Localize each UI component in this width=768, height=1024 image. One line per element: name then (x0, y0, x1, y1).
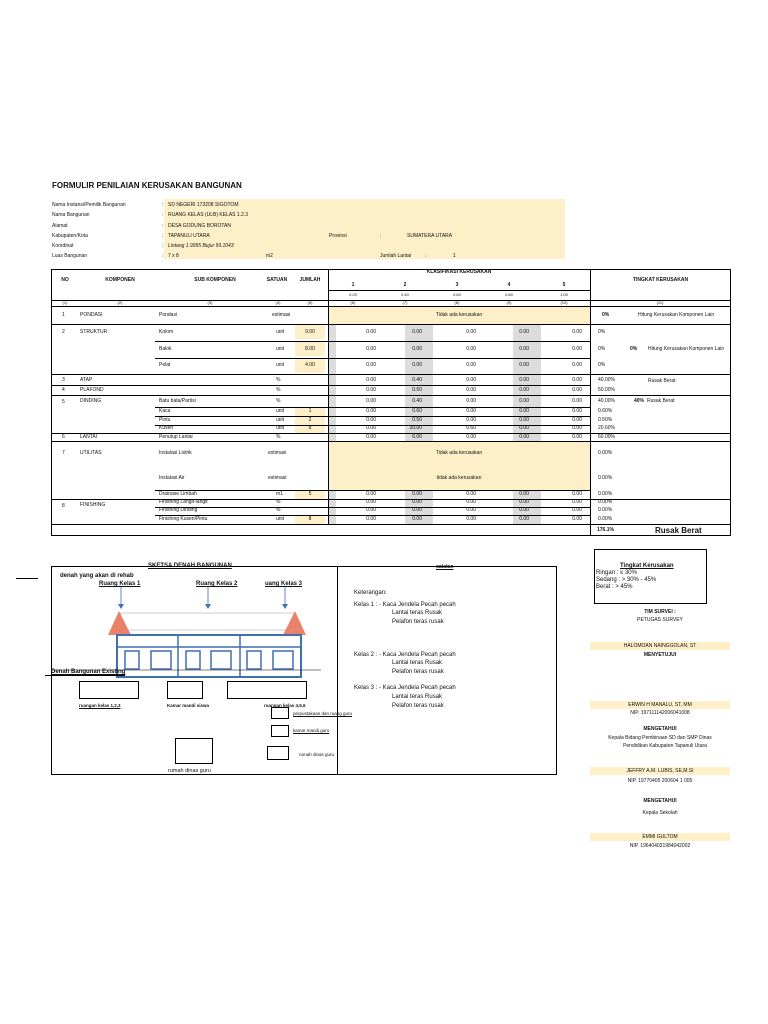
tingkat-sedang: Sedang : > 30% - 45% (596, 577, 657, 583)
row-satuan: % (276, 398, 281, 404)
col-num: (5) (307, 300, 313, 305)
row-no: 2 (62, 329, 65, 335)
sig-nip: NIP. 196404031984042002 (629, 843, 691, 849)
plan-r456-label: ruangan kelas 4,5,6 (264, 703, 306, 708)
sig-jabatan: Kepala Bidang Pembinaan SD dan SMP Dinas (608, 735, 712, 741)
row-no: 3 (62, 377, 65, 383)
row-jumlah: 4.00 (305, 362, 315, 368)
hdr-level: 2 (403, 282, 407, 288)
hdr-sub: SUB KOMPONEN (194, 277, 236, 283)
row-value: 0.00 (466, 499, 476, 505)
row-satuan: unit (276, 346, 285, 352)
catatan-line: Kelas 2 : - Kaca Jendela Pecah pecah (354, 652, 456, 658)
row-pct: 0.00% (598, 475, 613, 481)
col-num: (6) (350, 300, 356, 305)
row-satuan: estimasi (268, 450, 287, 456)
col-num: (7) (402, 300, 408, 305)
info-colon: : (380, 233, 382, 239)
info-colon: : (162, 253, 164, 259)
row-jumlah: 5 (308, 491, 312, 497)
row-value: 0.00 (412, 491, 422, 497)
info-label: Koordinat (52, 243, 74, 249)
row-value: 0.00 (366, 362, 376, 368)
row-satuan: estimasi (272, 312, 291, 318)
building-sketch (51, 585, 341, 680)
row-value: 0.00 (366, 346, 376, 352)
sig-petugas: PETUGAS SURVEY (637, 617, 683, 623)
row-value: 0.00 (366, 516, 376, 522)
row-value: 0.00 (412, 362, 422, 368)
info-label: Alamat (52, 223, 68, 229)
info-m2-gap (300, 249, 330, 259)
m2-unit: m2 (266, 253, 273, 259)
row-komponen: FINISHING (80, 502, 106, 508)
sig-nip: NIP. 197111142006041008 (630, 710, 690, 716)
sketch-existing: Denah Bangunan Existing (51, 669, 126, 675)
info-value: Lintang 1.9955 Bujur 99.1043 (168, 243, 234, 249)
row-jumlah: 1 (308, 408, 312, 414)
row-value: 0.00 (366, 377, 376, 383)
row-value: 0.00 (412, 329, 422, 335)
catatan-line: Pelafon teras rusak (392, 703, 444, 709)
row-value: 0.00 (412, 507, 422, 513)
grey-col (328, 325, 336, 441)
hdr-weight: 0.20 (349, 292, 357, 297)
row-value: 0.00 (572, 425, 582, 431)
catatan-line: Kelas 3 : - Kaca Jendela Pecah pecah (354, 685, 456, 691)
hdr-level: 4 (507, 282, 511, 288)
sketch-k1: Ruang Kelas 1 (99, 581, 141, 587)
catatan-line: Lantai teras Rusak (392, 610, 443, 616)
hdr-komponen: KOMPONEN (105, 277, 135, 283)
row-value: 0.00 (519, 507, 529, 513)
existing-underline (45, 675, 125, 676)
sig-menyetujui: MENYETUJUI (643, 652, 677, 658)
row-satuan: % (276, 499, 281, 505)
sig-jabatan: Pendidikan Kabupaten Tapanuli Utara (623, 743, 707, 749)
row-value: 0.00 (519, 398, 529, 404)
row-value: 0.00 (519, 377, 529, 383)
row-status: Rusak Berat (648, 378, 676, 384)
catatan-line: Pelafon teras rusak (392, 619, 444, 625)
catatan-line: Lantai teras Rusak (392, 694, 443, 700)
catatan-line: Pelafon teras rusak (392, 669, 444, 675)
tingkat-ringan: Ringan : ≤ 30% (596, 570, 637, 576)
row-value: 0.00 (366, 398, 376, 404)
row-komponen: UTILITAS (80, 450, 102, 456)
sig-name: EMMI GULTOM (642, 834, 678, 840)
info-colon: : (425, 253, 427, 259)
hdr-weight: 1.00 (560, 292, 568, 297)
row-value: 0.00 (519, 434, 529, 440)
row-value: 0.00 (519, 362, 529, 368)
plan-perpus (271, 707, 289, 719)
row-jumlah: 9.00 (305, 329, 315, 335)
row-value: 0.00 (366, 507, 376, 513)
row-value: 0.00 (572, 398, 582, 404)
catatan-line: Kelas 1 : - Kaca Jendela Pecah pecah (354, 602, 456, 608)
info-colon: : (162, 212, 164, 218)
info-label: Nama Bangunan (52, 212, 90, 218)
catatan-line: Lantai teras Rusak (392, 660, 443, 666)
col-num: (8) (454, 300, 460, 305)
row-sub: Balok (159, 346, 172, 352)
row-sub: Finishing Langit-langit (159, 499, 208, 505)
row-value: 0.40 (412, 398, 422, 404)
plan-kamar-guru (271, 725, 289, 737)
row-status: Rusak Berat (647, 398, 675, 404)
row-value: 0.00 (466, 408, 476, 414)
sig-mengetahui: MENGETAHUI (643, 726, 677, 732)
row-line (155, 358, 591, 359)
sig-jabatan: Kepala Sekolah (642, 810, 678, 816)
lantai-highlight (445, 250, 483, 259)
plan-rumah1-label: rumah dinas guru (299, 752, 335, 757)
col-num: (11) (656, 300, 664, 305)
provinsi-label: Provinsi (329, 233, 347, 239)
row-komponen: STRUKTUR (80, 329, 108, 335)
row-pct: 0.00% (598, 450, 613, 456)
row-value: 20.00 (409, 425, 422, 431)
row-value: 0.00 (466, 507, 476, 513)
hdr-line (51, 306, 731, 307)
row-sub: Pondasi (159, 312, 178, 318)
row-value: 6.00 (412, 434, 422, 440)
row-value: 0.00 (572, 408, 582, 414)
row-value: 0.00 (466, 398, 476, 404)
row-value: 0.00 (519, 425, 529, 431)
sketch-mark (16, 578, 38, 579)
total-pct: 176.1% (597, 527, 614, 533)
row-komponen: PLAFOND (80, 387, 104, 393)
row-pct: 0.00% (598, 516, 613, 522)
info-label: Luas Bangunan (52, 253, 88, 259)
plan-r456 (227, 681, 307, 699)
row-value: 0.00 (519, 346, 529, 352)
sketch-title: SKETSA DENAH BANGUNAN (148, 563, 232, 569)
row-pct: 0.60% (598, 408, 613, 414)
row-pct: 0.50% (598, 417, 613, 423)
roof-shape (113, 613, 301, 630)
col-num: (9) (506, 300, 512, 305)
row-sub: Kolom (159, 329, 174, 335)
row-jumlah: 8 (308, 516, 312, 522)
row-sub: Instalasi Air (159, 475, 185, 481)
row-hitung: Hitung Kerusakan Komponen Lain (638, 312, 715, 318)
row-value: 0.00 (366, 408, 376, 414)
row-jumlah: 2 (308, 417, 312, 423)
sig-name: HALOMOAN NAINGGOLAN, ST (623, 643, 697, 649)
row-value: 0.50 (412, 417, 422, 423)
row-value: 0.00 (466, 434, 476, 440)
row-value: 0.00 (466, 516, 476, 522)
sig-name: ERWIN H MANALU, ST, MM (628, 702, 692, 708)
row-value: 0.00 (366, 434, 376, 440)
row-sub: Finishing Kusen/Pintu (159, 516, 208, 522)
row-komponen: ATAP (80, 377, 93, 383)
hdr-satuan: SATUAN (266, 277, 288, 283)
row-no: 4 (62, 387, 65, 393)
row-komponen: PONDASI (80, 312, 103, 318)
row-value: 0.00 (366, 387, 376, 393)
row-value: 0.00 (572, 491, 582, 497)
row-sub: Pelat (159, 362, 171, 368)
row-value: 0.00 (572, 516, 582, 522)
row-satuan: unit (276, 516, 285, 522)
row-pct: 0.00% (598, 491, 613, 497)
row-value: 0.00 (572, 499, 582, 505)
row-value: 0.50 (412, 387, 422, 393)
plan-rumah2-label: rumah dinas guru (168, 768, 211, 774)
row-value: 0.00 (366, 425, 376, 431)
row-sub: Instalasi Listrik (159, 450, 192, 456)
plan-kamar-guru-label: kamar mandi guru (293, 728, 330, 733)
hdr-tingkat: TINGKAT KERUSAKAN (632, 277, 689, 283)
row-pct: 0.00% (598, 499, 613, 505)
row-value: 0.00 (519, 329, 529, 335)
row-value: 0.00 (519, 408, 529, 414)
row-satuan: % (276, 387, 281, 393)
row-satuan: % (276, 434, 281, 440)
row-pct: 60.00% (598, 434, 615, 440)
sketch-rehab: denah yang akan di rehab (60, 573, 134, 579)
row-pct: 0% (598, 346, 606, 352)
row-note: Tidak ada kerusakan (435, 312, 483, 318)
col-num: (4) (275, 300, 281, 305)
arrow-k2-head (205, 604, 211, 609)
col-num: (2) (117, 300, 123, 305)
row-pct: 0% (598, 362, 606, 368)
info-label: Nama Instansi/Pemilik Bangunan (52, 202, 126, 208)
hdr-level: 1 (351, 282, 355, 288)
row-sub: Batu bata/Partisi (159, 398, 196, 404)
col-line (328, 269, 329, 525)
info-colon: : (162, 233, 164, 239)
row-sub: Drainase Limbah (159, 491, 197, 497)
lantai-value: 1 (453, 253, 456, 259)
row-value: 0.00 (366, 491, 376, 497)
row-value: 0.00 (412, 516, 422, 522)
row-line (51, 524, 731, 525)
sig-name: JEFFRY A.M. LUBIS, SE,M.SI (626, 768, 694, 774)
row-pct: 0% (598, 329, 606, 335)
row-note: Tidak ada kerusakan (435, 450, 483, 456)
row-line (155, 341, 591, 342)
hdr-level: 3 (455, 282, 459, 288)
hdr-weight: 0.80 (505, 292, 513, 297)
form-title: FORMULIR PENILAIAN KERUSAKAN BANGUNAN (52, 181, 242, 190)
row-value: 0.00 (366, 499, 376, 505)
info-colon: : (162, 223, 164, 229)
sig-mengetahui: MENGETAHUI (643, 798, 677, 804)
row-value: 0.00 (412, 346, 422, 352)
row-value: 0.60 (412, 408, 422, 414)
plan-kamar-label: Kamar mandi siswa (167, 703, 210, 708)
catatan-title: catatan (436, 564, 454, 570)
row-value: 0.00 (519, 417, 529, 423)
row-no: 5 (62, 399, 65, 405)
info-colon: : (162, 243, 164, 249)
info-value: 7 x 8 (168, 253, 179, 259)
row-sub: Finishing Dinding (159, 507, 198, 513)
row-value: 0.00 (366, 417, 376, 423)
row-value: 0.00 (466, 362, 476, 368)
lantai-label: Jumlah Lantai (380, 253, 412, 259)
catatan-box (337, 566, 557, 775)
row-satuan: estimasi (268, 475, 287, 481)
row-satuan: % (276, 507, 281, 513)
row-value: 0.00 (572, 417, 582, 423)
row-value: 0.00 (466, 491, 476, 497)
row-value: 0.00 (412, 499, 422, 505)
hdr-no: NO (61, 277, 69, 283)
row-pct: 0.00% (598, 507, 613, 513)
row-value: 0.60 (466, 425, 476, 431)
row-value: 0.00 (519, 516, 529, 522)
info-value: TAPANULI UTARA (168, 233, 210, 239)
row-hitung: Hitung Kerusakan Komponen Lain (648, 346, 725, 352)
row-value: 0.00 (572, 377, 582, 383)
hdr-weight: 0.60 (453, 292, 461, 297)
hdr-jumlah: JUMLAH (299, 277, 321, 283)
plan-kamar (167, 681, 203, 699)
row-satuan: unit (276, 425, 285, 431)
row-satuan: unit (276, 417, 285, 423)
tingkat-title: Tingkat Kerusakan (620, 563, 674, 569)
row-komponen: LANTAI (80, 434, 98, 440)
row-value: 0.00 (466, 377, 476, 383)
row-value: 0.00 (572, 362, 582, 368)
row-komponen: DINDING (80, 398, 102, 404)
arrow-k1-head (118, 604, 124, 609)
row-no: 7 (62, 450, 65, 456)
arrow-k3-head (282, 604, 288, 609)
row-line (51, 324, 731, 325)
row-line (51, 441, 731, 442)
row-sub: Penutup Lantai (159, 434, 193, 440)
plan-r123-label: ruangan kelas 1,2,3 (79, 703, 121, 708)
row-value: 0.00 (366, 329, 376, 335)
total-status: Rusak Berat (655, 526, 702, 535)
col-line (590, 269, 591, 536)
info-label: Kabupaten/Kota (52, 233, 88, 239)
row-jumlah: 8 (308, 425, 312, 431)
row-satuan: unit (276, 408, 285, 414)
row-satuan: unit (276, 329, 285, 335)
row-satuan: unit (276, 362, 285, 368)
info-value: SD NEGERI 173208 SIGOTOM (168, 202, 239, 208)
row-jumlah: 8.00 (305, 346, 315, 352)
row-line (51, 374, 731, 375)
col-num: (10) (560, 300, 568, 305)
plan-r123 (79, 681, 139, 699)
row-value: 0.00 (519, 387, 529, 393)
plan-rumah1 (267, 746, 289, 760)
row-sub: Kusen (159, 425, 174, 431)
row-sub: Kaca (159, 408, 171, 414)
info-value: RUANG KELAS (ULB) KELAS 1.2.3 (168, 212, 249, 218)
row-value: 0.00 (466, 417, 476, 423)
sketch-k2: Ruang Kelas 2 (196, 581, 238, 587)
row-value: 0.00 (572, 507, 582, 513)
row-value: 0.00 (519, 499, 529, 505)
sig-nip: NIP. 19770405 200604 1 005 (627, 778, 693, 784)
hdr-level: 5 (562, 282, 566, 288)
hdr-weight: 0.40 (401, 292, 409, 297)
info-colon: : (162, 202, 164, 208)
row-pct: 0% (602, 312, 610, 318)
hdr-klasifikasi: KLASIFIKASI KERUSAKAN (426, 269, 492, 275)
plan-perpus-label: perpustakaan dan ruang guru (293, 711, 353, 716)
row-no: 6 (62, 434, 65, 440)
row-line (51, 395, 731, 396)
row-no: 1 (62, 312, 65, 318)
row-value: 0.00 (519, 491, 529, 497)
row-value: 0.00 (572, 387, 582, 393)
row-sub: Pintu (159, 417, 171, 423)
row-value: 0.00 (572, 434, 582, 440)
row-pct: 50.00% (598, 387, 615, 393)
row-pct-total: 0% (630, 346, 638, 352)
plan-rumah2 (175, 738, 213, 764)
row-value: 0.00 (466, 387, 476, 393)
row-pct: 20.60% (598, 425, 615, 431)
col-num: (3) (207, 300, 213, 305)
sig-tim: TIM SURVEI : (644, 609, 676, 615)
row-pct-total: 40% (634, 398, 645, 404)
row-value: 0.40 (412, 377, 422, 383)
row-no: 8 (62, 503, 65, 509)
row-pct: 40.00% (598, 377, 615, 383)
row-value: 0.00 (572, 346, 582, 352)
row-value: 0.00 (572, 329, 582, 335)
col-num: (1) (62, 300, 68, 305)
info-value: DESA GODUNG BOROTAN (168, 223, 231, 229)
row-satuan: m1 (276, 491, 283, 497)
row-satuan: % (276, 377, 281, 383)
provinsi-value: SUMATERA UTARA (407, 233, 453, 239)
sketch-k3: uang Kelas 3 (265, 581, 303, 587)
row-value: 0.00 (466, 346, 476, 352)
row-value: 0.00 (466, 329, 476, 335)
row-note: tidak ada kerusakan (436, 475, 482, 481)
hdr-line (51, 300, 731, 301)
tingkat-berat: Berat : > 45% (596, 584, 633, 590)
row-pct: 40.00% (598, 398, 615, 404)
catatan-keterangan: Keterangan: (354, 590, 387, 596)
